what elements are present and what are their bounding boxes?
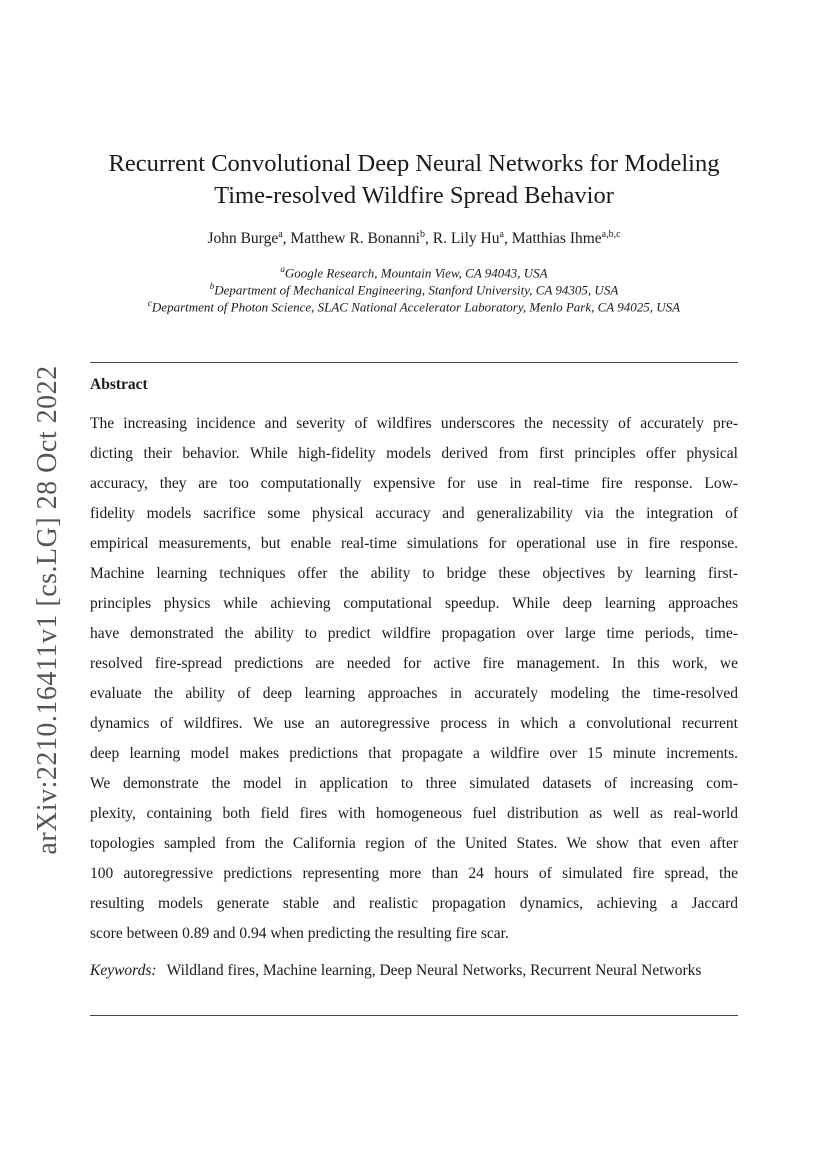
author-list (0, 229, 828, 248)
bottom-rule (90, 1015, 738, 1016)
affiliation-mark: c (147, 298, 152, 308)
abstract-line: empirical measurements, but enable real-time simulations for operational use in fire response. (90, 535, 738, 552)
author-affiliation-mark: a (278, 229, 283, 240)
abstract-line: plexity, containing both field fires with homogeneous fuel distribution as well as real-world (90, 805, 738, 822)
abstract-line: have demonstrated the ability to predict wildfire propagation over large time periods, time- (90, 625, 738, 642)
paper-title-line-1: Recurrent Convolutional Deep Neural Networks for Modeling (108, 150, 720, 177)
abstract-line: resulting models generate stable and realistic propagation dynamics, achieving a Jaccard (90, 895, 738, 912)
affiliation-text: Google Research, Mountain View, CA 94043, USA (284, 265, 548, 281)
affiliation-mark: b (209, 281, 215, 291)
abstract-line: score between 0.89 and 0.94 when predicting the resulting fire scar. (90, 925, 509, 942)
abstract-line: fidelity models sacrifice some physical accuracy and generalizability via the integration of (90, 505, 738, 522)
abstract-line: 100 autoregressive predictions representing more than 24 hours of simulated fire spread, the (90, 865, 738, 882)
abstract-line: principles physics while achieving computational speedup. While deep learning approaches (90, 595, 738, 612)
affiliation-c (0, 298, 828, 315)
affiliation-text: Department of Mechanical Engineering, Stanford University, CA 94305, USA (214, 282, 619, 298)
author-separator: , (503, 230, 512, 248)
abstract-line: Machine learning techniques offer the ability to bridge these objectives by learning first- (90, 565, 738, 582)
author-name: John Burge (207, 230, 279, 248)
author-name: R. Lily Hu (432, 230, 500, 248)
author-affiliation-mark: b (420, 229, 425, 240)
author-name: Matthew R. Bonanni (290, 230, 420, 248)
affiliation-a (0, 264, 828, 281)
abstract-line: resolved fire-spread predictions are needed for active fire management. In this work, we (90, 655, 738, 672)
abstract-line: The increasing incidence and severity of wildfires underscores the necessity of accurately pre- (90, 415, 738, 432)
affiliation-text: Department of Photon Science, SLAC National Accelerator Laboratory, Menlo Park, CA 94025, USA (151, 299, 681, 315)
keywords (90, 956, 738, 986)
author-separator: , (425, 230, 433, 248)
author-name: Matthias Ihme (511, 230, 602, 248)
arxiv-identifier: arXiv:2210.16411v1 [cs.LG] 28 Oct 2022 (32, 365, 63, 855)
keywords-text: Wildland fires, Machine learning, Deep Neural Networks, Recurrent Neural Networks (166, 962, 702, 979)
abstract-line: deep learning model makes predictions that propagate a wildfire over 15 minute increments. (90, 745, 738, 762)
keywords-label: Keywords: (90, 962, 157, 979)
top-rule (90, 362, 738, 363)
abstract-heading: Abstract (90, 376, 148, 393)
paper-title-line-2: Time-resolved Wildfire Spread Behavior (214, 182, 614, 209)
abstract-line: dicting their behavior. While high-fidelity models derived from first principles offer physical (90, 445, 738, 462)
author-affiliation-mark: a,b,c (601, 229, 621, 240)
abstract-line: accuracy, they are too computationally expensive for use in real-time fire response. Low- (90, 475, 738, 492)
author-affiliation-mark: a (499, 229, 504, 240)
abstract-line: We demonstrate the model in application to three simulated datasets of increasing com- (90, 775, 738, 792)
abstract-line: dynamics of wildfires. We use an autoregressive process in which a convolutional recurrent (90, 715, 738, 732)
abstract-line: topologies sampled from the California region of the United States. We show that even after (90, 835, 738, 852)
affiliation-mark: a (280, 264, 285, 274)
author-separator: , (282, 230, 291, 248)
affiliation-b (0, 281, 828, 298)
abstract-line: evaluate the ability of deep learning approaches in accurately modeling the time-resolved (90, 685, 738, 702)
